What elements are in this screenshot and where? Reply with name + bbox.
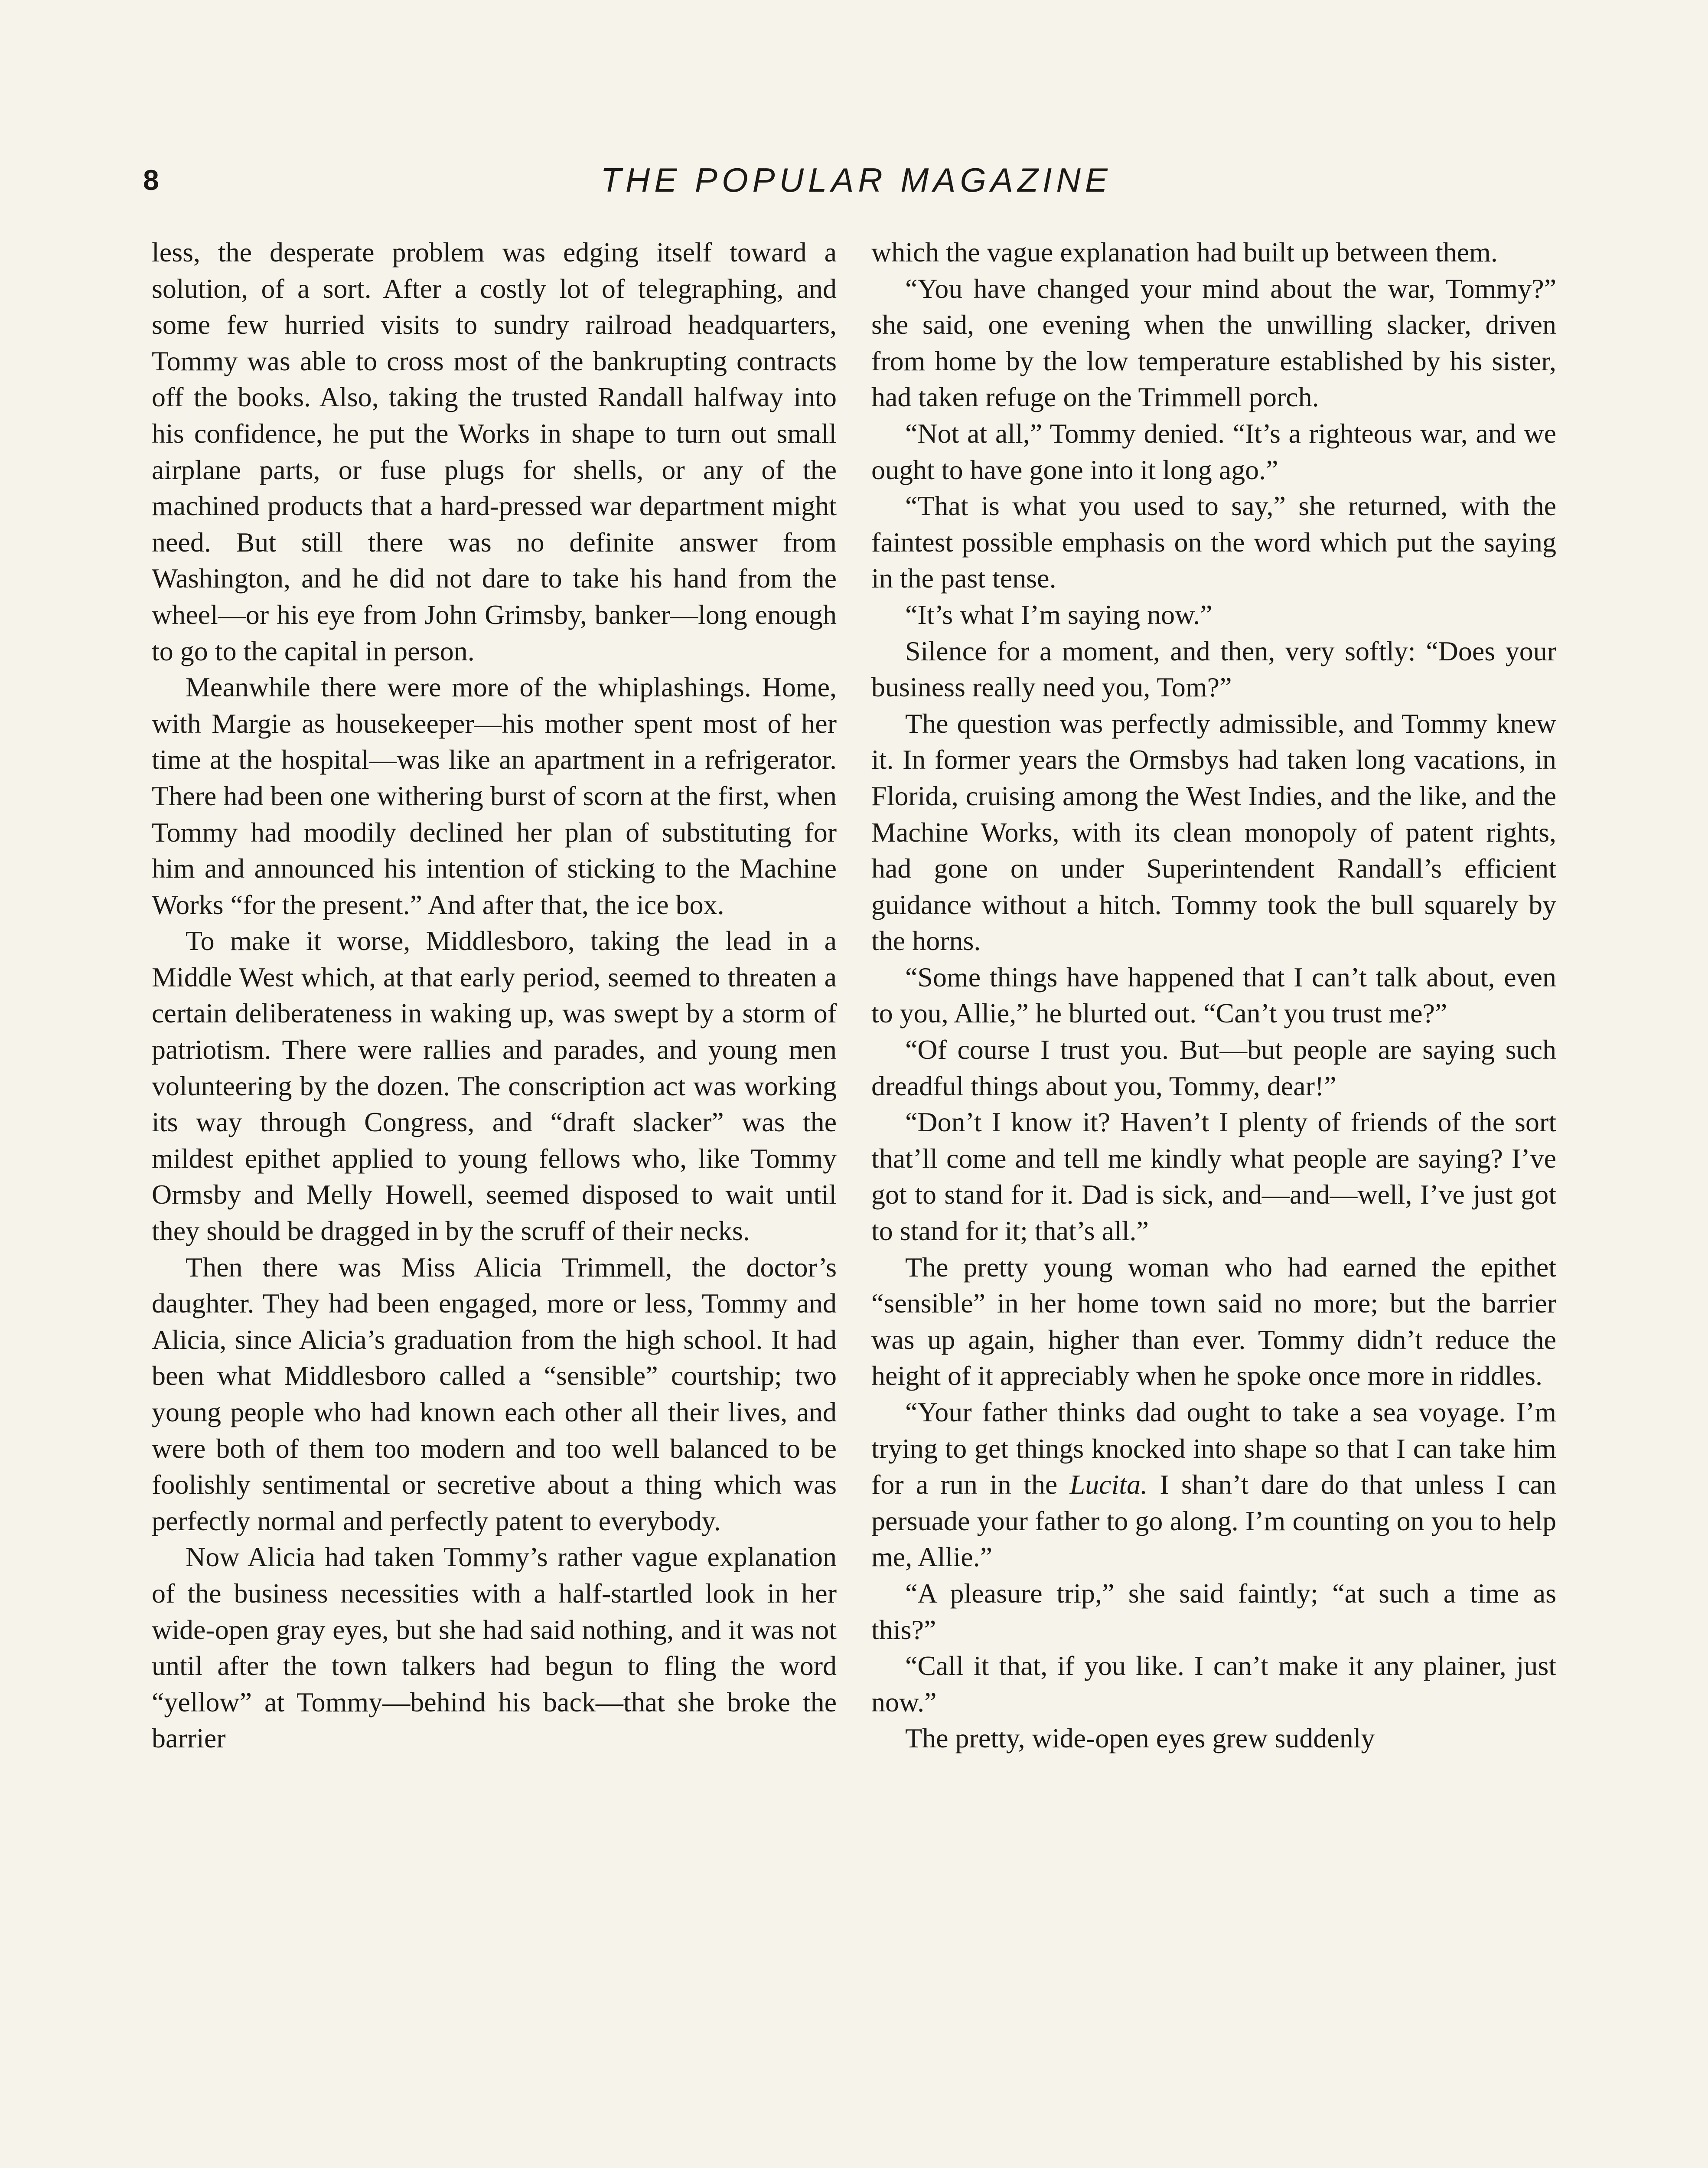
paragraph: To make it worse, Middlesboro, taking the lead in a Middle West which, at that early period, seemed to threaten a certain deliberateness in waking up, was swept by a storm of patriotism. There were rallies and parades, and young men volunteering by the dozen. The conscription act was working its way through Congress, and “draft slacker” was the mildest epithet applied to young fellows who, like Tommy Ormsby and Melly Howell, seemed disposed to wait until they should be dragged in by the scruff of their necks. (152, 925, 837, 1247)
paragraph: “Don’t I know it? Haven’t I plenty of friends of the sort that’ll come and tell me kindly what people are saying? I’ve got to stand for it. Dad is sick, and—and—well, I’ve just got to stand for it; that’s all.” (871, 1107, 1556, 1247)
paragraph-text: “Your father thinks dad ought to take a sea voyage. I’m trying to get things knocked into shape so that I can take him for a run in the (871, 1397, 1556, 1500)
paragraph: Meanwhile there were more of the whiplashings. Home, with Margie as housekeeper—his mother spent most of her time at the hospital—was like an apartment in a refrigerator. There had been one withering burst of scorn at the first, when Tommy had moodily declined her plan of substituting for him and announced his intention of sticking to the Machine Works “for the present.” And after that, the ice box. (152, 672, 837, 920)
paragraph: “Some things have happened that I can’t talk about, even to you, Allie,” he blurted out. “Can’t you trust me?” (871, 961, 1556, 1029)
paragraph: “Call it that, if you like. I can’t make it any plainer, just now.” (871, 1650, 1556, 1717)
paragraph: Silence for a moment, and then, very softly: “Does your business really need you, Tom?” (871, 635, 1556, 703)
page-number: 8 (143, 164, 159, 196)
paragraph: The pretty young woman who had earned the epithet “sensible” in her home town said no more; but the barrier was up again, higher than ever. Tommy didn’t reduce the height of it appreciably when he spoke once more in riddles. (871, 1251, 1556, 1391)
paragraph: The pretty, wide-open eyes grew suddenly (905, 1723, 1375, 1754)
ship-name: Lucita. (1069, 1469, 1148, 1500)
paragraph-text: I shan’t dare do that unless I can persuade your father to go along. I’m counting on you to help me, Allie.” (871, 1469, 1556, 1573)
running-title: THE POPULAR MAGAZINE (600, 161, 1112, 199)
paragraph: “A pleasure trip,” she said faintly; “at such a time as this?” (871, 1577, 1556, 1645)
paragraph: less, the desperate problem was edging itself toward a solution, of a sort. After a costly lot of telegraphing, and some few hurried visits to sundry railroad headquarters, Tommy was able to cross most of the bankrupting contracts off the books. Also, taking the trusted Randall halfway into his confidence, he put the Works in shape to turn out small airplane parts, or fuse plugs for shells, or any of the machined products that a hard-pressed war department might need. But still there was no definite answer from Washington, and he did not dare to take his hand from the wheel—or his eye from John Grimsby, banker—long enough to go to the capital in person. (152, 237, 837, 666)
paragraph: which the vague explanation had built up between them. (871, 237, 1498, 268)
paragraph: “That is what you used to say,” she returned, with the faintest possible emphasis on the word which put the saying in the past tense. (871, 490, 1556, 594)
left-column (152, 234, 837, 2168)
paragraph: “Of course I trust you. But—but people are saying such dreadful things about you, Tommy, dear!” (871, 1034, 1556, 1101)
paragraph: Now Alicia had taken Tommy’s rather vague explanation of the business necessities with a half-startled look in her wide-open gray eyes, but she had said nothing, and it was not until after the town talkers had begun to fling the word “yellow” at Tommy—behind his back—that she broke the barrier (152, 1541, 837, 1754)
paragraph: “It’s what I’m saying now.” (905, 599, 1213, 630)
paragraph: The question was perfectly admissible, and Tommy knew it. In former years the Ormsbys had taken long vacations, in Florida, cruising among the West Indies, and the like, and the Machine Works, with its clean monopoly of patent rights, had gone on under Superintendent Randall’s efficient guidance without a hitch. Tommy took the bull squarely by the horns. (871, 708, 1556, 957)
right-column (871, 234, 1556, 2168)
page-header (143, 156, 1569, 204)
paragraph: “You have changed your mind about the war, Tommy?” she said, one evening when the unwilling slacker, driven from home by the low temperature established by his sister, had taken refuge on the Trimmell porch. (871, 273, 1556, 413)
paragraph: Then there was Miss Alicia Trimmell, the doctor’s daughter. They had been engaged, more or less, Tommy and Alicia, since Alicia’s graduation from the high school. It had been what Middlesboro called a “sensible” courtship; two young people who had known each other all their lives, and were both of them too modern and too well balanced to be foolishly sentimental or secretive about a thing which was perfectly normal and perfectly patent to everybody. (152, 1251, 837, 1536)
paragraph: “Not at all,” Tommy denied. “It’s a righteous war, and we ought to have gone into it long ago.” (871, 418, 1556, 485)
paragraph (871, 1394, 1556, 1575)
